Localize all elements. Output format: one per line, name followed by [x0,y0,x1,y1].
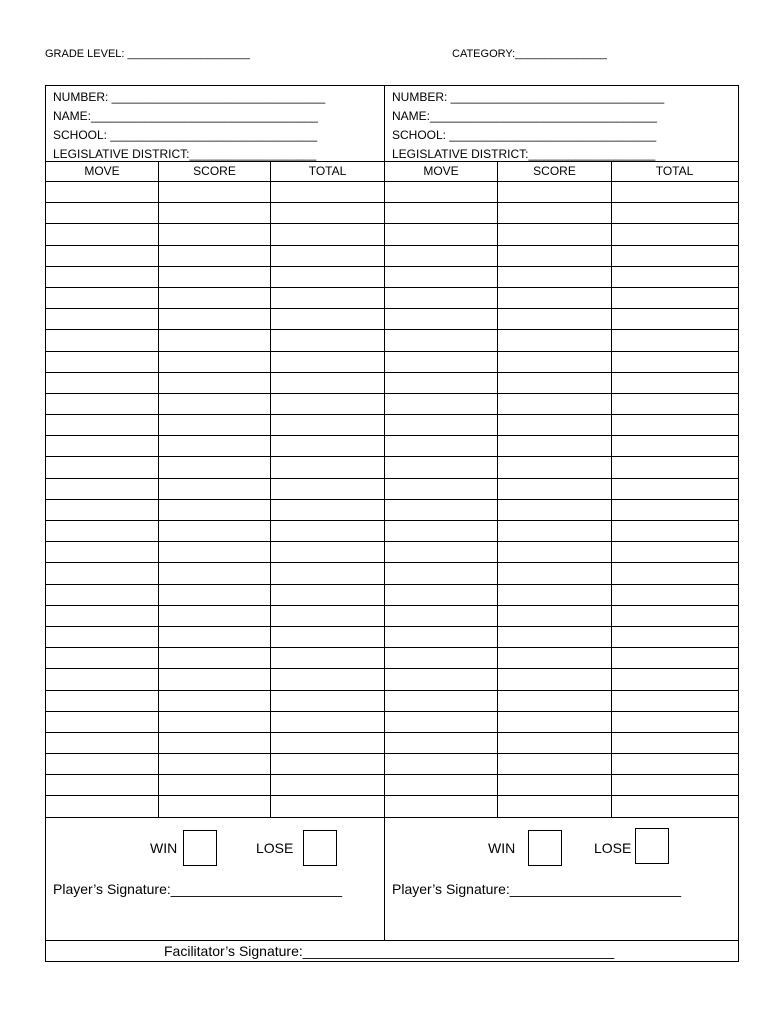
total-cell[interactable] [612,479,737,499]
move-cell[interactable] [385,754,498,774]
table-row [46,224,384,245]
total-cell[interactable] [612,436,737,456]
total-cell[interactable] [271,373,384,393]
column-header-score: SCORE [159,162,271,181]
score-cell[interactable] [159,352,271,372]
table-row [46,606,384,627]
total-cell[interactable] [271,415,384,435]
score-cell[interactable] [498,436,612,456]
name-field: NAME:__________________________________ [53,109,318,123]
table-row [46,330,384,351]
move-cell[interactable] [46,267,159,287]
total-cell[interactable] [612,775,737,795]
score-cell[interactable] [498,542,612,562]
score-cell[interactable] [159,585,271,605]
total-cell[interactable] [271,457,384,477]
table-row [385,563,738,584]
move-cell[interactable] [46,712,159,732]
table-row [385,669,738,690]
total-cell[interactable] [612,733,737,753]
move-cell[interactable] [46,288,159,308]
total-cell[interactable] [612,563,737,583]
move-cell[interactable] [46,585,159,605]
total-cell[interactable] [612,330,737,350]
score-cell[interactable] [159,521,271,541]
lose-label: LOSE [256,840,294,856]
move-cell[interactable] [385,246,498,266]
move-cell[interactable] [46,394,159,414]
move-cell[interactable] [385,521,498,541]
score-cell[interactable] [498,796,612,816]
total-cell[interactable] [612,691,737,711]
score-cell[interactable] [498,479,612,499]
total-cell[interactable] [612,288,737,308]
table-row [385,288,738,309]
table-row [385,521,738,542]
total-cell[interactable] [271,796,384,816]
score-cell[interactable] [498,754,612,774]
table-row [385,648,738,669]
total-cell[interactable] [612,352,737,372]
number-field: NUMBER: ________________________________ [53,90,326,104]
table-row [46,796,384,817]
player-signature-field: Player’s Signature:______________________ [53,881,343,897]
move-cell[interactable] [46,330,159,350]
move-cell[interactable] [385,415,498,435]
table-row [46,309,384,330]
school-field: SCHOOL: _______________________________ [392,128,657,142]
player-1-panel [46,86,385,941]
score-cell[interactable] [498,415,612,435]
table-row [46,733,384,754]
move-cell[interactable] [385,712,498,732]
player-info [46,86,384,162]
table-row [385,436,738,457]
score-cell[interactable] [498,224,612,244]
table-row [46,288,384,309]
column-header-total: TOTAL [308,164,347,178]
score-cell[interactable] [498,563,612,583]
table-row [385,733,738,754]
move-cell[interactable] [46,775,159,795]
category-field: CATEGORY:_______________ [452,48,607,60]
total-cell[interactable] [271,585,384,605]
table-row [385,457,738,478]
result-section [46,818,384,941]
total-cell[interactable] [612,669,737,689]
table-row [46,585,384,606]
move-cell[interactable] [385,796,498,816]
move-cell[interactable] [46,203,159,223]
name-field: NAME:__________________________________ [392,109,657,123]
total-cell[interactable] [612,754,737,774]
table-row [385,606,738,627]
table-row [385,479,738,500]
total-cell[interactable] [612,224,737,244]
score-table-header [46,162,384,182]
move-cell[interactable] [46,436,159,456]
player-2-panel [385,86,738,941]
score-cell[interactable] [498,373,612,393]
score-cell[interactable] [159,288,271,308]
score-cell[interactable] [159,754,271,774]
total-cell[interactable] [612,521,737,541]
score-cell[interactable] [498,394,612,414]
total-cell[interactable] [612,457,737,477]
table-row [46,203,384,224]
total-cell[interactable] [271,500,384,520]
move-cell[interactable] [385,436,498,456]
score-cell[interactable] [159,182,271,202]
score-cell[interactable] [498,246,612,266]
score-cell[interactable] [159,627,271,647]
grade-level-field: GRADE LEVEL: ____________________ [45,48,250,60]
score-cell[interactable] [498,309,612,329]
legislative-district-field: LEGISLATIVE DISTRICT:___________________ [53,147,317,161]
score-cell[interactable] [159,648,271,668]
score-cell[interactable] [498,521,612,541]
move-cell[interactable] [385,542,498,562]
table-row [385,754,738,775]
move-cell[interactable] [385,288,498,308]
score-cell[interactable] [159,330,271,350]
move-cell[interactable] [385,563,498,583]
total-cell[interactable] [271,330,384,350]
table-row [385,775,738,796]
score-cell[interactable] [159,267,271,287]
move-cell[interactable] [46,521,159,541]
score-cell[interactable] [159,373,271,393]
move-cell[interactable] [46,309,159,329]
move-cell[interactable] [385,224,498,244]
table-row [46,246,384,267]
win-checkbox[interactable] [528,830,562,866]
table-row [385,542,738,563]
table-row [46,521,384,542]
table-row [46,627,384,648]
table-row [385,627,738,648]
table-row [46,182,384,203]
move-cell[interactable] [46,754,159,774]
table-row [385,330,738,351]
total-cell[interactable] [612,246,737,266]
total-cell[interactable] [271,691,384,711]
move-cell[interactable] [46,182,159,202]
move-cell[interactable] [46,796,159,816]
score-cell[interactable] [159,415,271,435]
total-cell[interactable] [612,585,737,605]
score-cell[interactable] [498,352,612,372]
score-sheet [45,85,739,962]
total-cell[interactable] [612,500,737,520]
total-cell[interactable] [612,309,737,329]
score-cell[interactable] [498,267,612,287]
move-cell[interactable] [385,627,498,647]
score-cell[interactable] [498,733,612,753]
score-cell[interactable] [498,203,612,223]
total-cell[interactable] [612,415,737,435]
score-cell[interactable] [498,500,612,520]
total-cell[interactable] [612,373,737,393]
move-cell[interactable] [385,457,498,477]
move-cell[interactable] [46,373,159,393]
table-row [46,394,384,415]
table-row [385,796,738,817]
total-cell[interactable] [271,224,384,244]
total-cell[interactable] [271,563,384,583]
table-row [385,691,738,712]
total-cell[interactable] [271,246,384,266]
move-cell[interactable] [385,394,498,414]
move-cell[interactable] [46,415,159,435]
score-cell[interactable] [498,648,612,668]
total-cell[interactable] [271,627,384,647]
score-cell[interactable] [159,712,271,732]
total-cell[interactable] [271,542,384,562]
total-cell[interactable] [271,669,384,689]
score-table-body [46,182,384,818]
score-cell[interactable] [498,606,612,626]
total-cell[interactable] [271,203,384,223]
table-row [46,500,384,521]
score-cell[interactable] [498,330,612,350]
score-cell[interactable] [498,457,612,477]
move-cell[interactable] [46,669,159,689]
total-cell[interactable] [271,352,384,372]
table-row [385,352,738,373]
total-cell[interactable] [271,288,384,308]
table-row [46,373,384,394]
move-cell[interactable] [46,479,159,499]
move-cell[interactable] [46,457,159,477]
score-cell[interactable] [159,606,271,626]
score-cell[interactable] [159,796,271,816]
move-cell[interactable] [46,563,159,583]
move-cell[interactable] [385,373,498,393]
column-header-total: TOTAL [655,164,694,178]
move-cell[interactable] [385,500,498,520]
move-cell[interactable] [385,203,498,223]
move-cell[interactable] [385,648,498,668]
table-row [385,373,738,394]
total-cell[interactable] [271,521,384,541]
total-cell[interactable] [271,309,384,329]
move-cell[interactable] [46,500,159,520]
score-cell[interactable] [159,479,271,499]
table-row [46,267,384,288]
total-cell[interactable] [612,203,737,223]
move-cell[interactable] [46,352,159,372]
table-row [385,224,738,245]
move-cell[interactable] [385,267,498,287]
score-cell[interactable] [159,224,271,244]
total-cell[interactable] [612,182,737,202]
move-cell[interactable] [46,606,159,626]
total-cell[interactable] [271,394,384,414]
total-cell[interactable] [612,542,737,562]
total-cell[interactable] [271,182,384,202]
win-label: WIN [150,840,178,856]
table-row [46,479,384,500]
table-row [385,394,738,415]
score-cell[interactable] [498,775,612,795]
table-row [46,457,384,478]
score-cell[interactable] [159,436,271,456]
score-cell[interactable] [498,585,612,605]
table-row [46,691,384,712]
move-cell[interactable] [385,309,498,329]
score-cell[interactable] [498,691,612,711]
total-cell[interactable] [271,775,384,795]
column-header-score: SCORE [498,162,612,181]
column-header-move: MOVE [385,162,498,181]
total-cell[interactable] [612,796,737,816]
total-cell[interactable] [612,606,737,626]
total-cell[interactable] [612,712,737,732]
score-cell[interactable] [159,775,271,795]
win-label: WIN [488,840,516,856]
move-cell[interactable] [385,585,498,605]
table-row [385,267,738,288]
move-cell[interactable] [385,352,498,372]
move-cell[interactable] [385,606,498,626]
move-cell[interactable] [385,733,498,753]
move-cell[interactable] [46,648,159,668]
school-field: SCHOOL: _______________________________ [53,128,318,142]
score-cell[interactable] [498,627,612,647]
total-cell[interactable] [612,394,737,414]
total-cell[interactable] [612,267,737,287]
score-cell[interactable] [159,563,271,583]
score-cell[interactable] [159,691,271,711]
table-row [385,500,738,521]
table-row [46,415,384,436]
player-info [385,86,738,162]
score-cell[interactable] [159,500,271,520]
table-row [46,775,384,796]
score-cell[interactable] [159,309,271,329]
score-cell[interactable] [498,669,612,689]
score-cell[interactable] [159,457,271,477]
table-row [46,669,384,690]
move-cell[interactable] [46,627,159,647]
table-row [46,542,384,563]
total-cell[interactable] [612,648,737,668]
total-cell[interactable] [271,479,384,499]
facilitator-signature-field: Facilitator’s Signature:________________________________________ [46,940,738,961]
lose-label: LOSE [594,840,632,856]
total-cell[interactable] [271,267,384,287]
score-cell[interactable] [159,669,271,689]
total-cell[interactable] [271,648,384,668]
move-cell[interactable] [46,246,159,266]
table-row [385,309,738,330]
total-cell[interactable] [271,754,384,774]
score-table-header [385,162,738,182]
lose-checkbox[interactable] [303,830,337,866]
total-cell[interactable] [271,733,384,753]
move-cell[interactable] [385,691,498,711]
lose-checkbox[interactable] [635,828,669,864]
result-section [385,818,738,941]
move-cell[interactable] [385,479,498,499]
score-cell[interactable] [159,203,271,223]
column-header-move: MOVE [46,162,159,181]
score-cell[interactable] [498,182,612,202]
number-field: NUMBER: ________________________________ [392,90,665,104]
table-row [385,712,738,733]
score-cell[interactable] [159,733,271,753]
table-row [385,415,738,436]
move-cell[interactable] [385,330,498,350]
table-row [46,352,384,373]
total-cell[interactable] [271,436,384,456]
table-row [46,712,384,733]
table-row [46,754,384,775]
move-cell[interactable] [46,733,159,753]
table-row [385,585,738,606]
score-cell[interactable] [498,288,612,308]
move-cell[interactable] [385,182,498,202]
move-cell[interactable] [385,669,498,689]
score-cell[interactable] [159,394,271,414]
table-row [46,648,384,669]
table-row [385,182,738,203]
player-signature-field: Player’s Signature:______________________ [392,881,682,897]
table-row [46,563,384,584]
win-checkbox[interactable] [183,830,217,866]
move-cell[interactable] [46,224,159,244]
score-cell[interactable] [159,246,271,266]
table-row [385,203,738,224]
total-cell[interactable] [612,627,737,647]
score-cell[interactable] [159,542,271,562]
move-cell[interactable] [46,691,159,711]
score-table-body [385,182,738,818]
total-cell[interactable] [271,606,384,626]
move-cell[interactable] [46,542,159,562]
move-cell[interactable] [385,775,498,795]
total-cell[interactable] [271,712,384,732]
table-row [46,436,384,457]
legislative-district-field: LEGISLATIVE DISTRICT:___________________ [392,147,656,161]
table-row [385,246,738,267]
score-cell[interactable] [498,712,612,732]
